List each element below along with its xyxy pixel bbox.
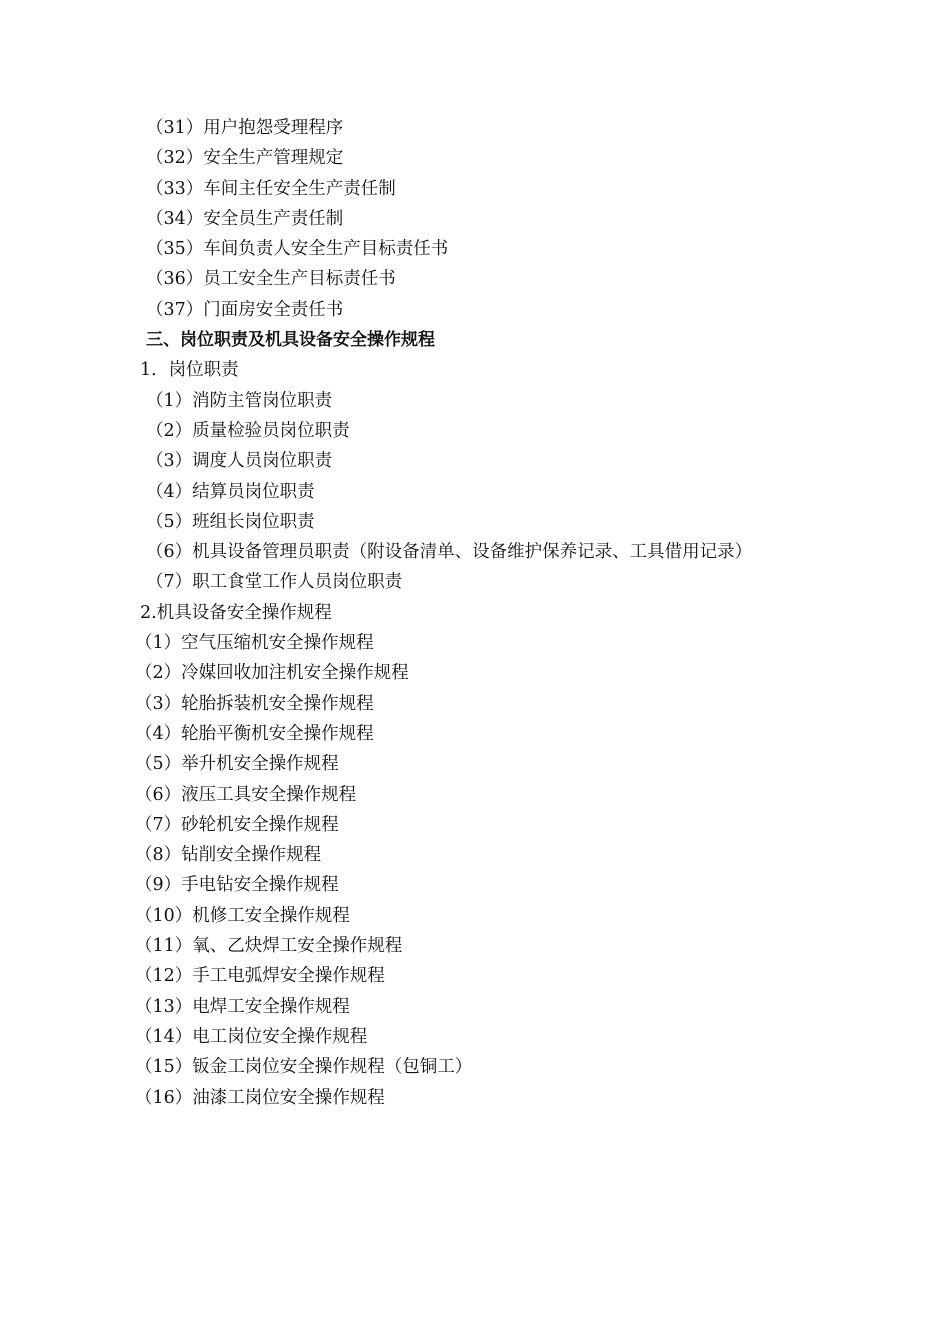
list-item: （1）消防主管岗位职责 xyxy=(146,390,333,411)
subsection-title-equipment-procedures: 2.机具设备安全操作规程 xyxy=(140,602,332,623)
list-item: （13）电焊工安全操作规程 xyxy=(135,996,350,1017)
list-item: （31）用户抱怨受理程序 xyxy=(146,118,344,138)
list-item: （12）手工电弧焊安全操作规程 xyxy=(135,966,385,987)
list-item: （37）门面房安全责任书 xyxy=(146,299,344,320)
list-item: （4）轮胎平衡机安全操作规程 xyxy=(135,723,374,744)
list-item: （16）油漆工岗位安全操作规程 xyxy=(135,1087,385,1108)
list-group-documents xyxy=(0,113,950,325)
list-group-equipment-procedures xyxy=(0,628,950,1113)
list-item: （35）车间负责人安全生产目标责任书 xyxy=(146,239,449,260)
list-item: （11）氧、乙炔焊工安全操作规程 xyxy=(135,936,403,957)
list-item: （7）砂轮机安全操作规程 xyxy=(135,814,339,835)
list-item: （14）电工岗位安全操作规程 xyxy=(135,1026,368,1047)
list-item: （5）班组长岗位职责 xyxy=(146,511,315,532)
list-item: （1）空气压缩机安全操作规程 xyxy=(135,633,374,654)
section-heading: 三、岗位职责及机具设备安全操作规程 xyxy=(146,330,435,351)
list-item: （4）结算员岗位职责 xyxy=(146,481,315,502)
list-item: （15）钣金工岗位安全操作规程（包铜工） xyxy=(135,1057,473,1078)
list-item: （7）职工食堂工作人员岗位职责 xyxy=(146,572,403,593)
list-item: （6）液压工具安全操作规程 xyxy=(135,784,357,805)
list-item: （36）员工安全生产目标责任书 xyxy=(146,269,396,290)
list-item: （10）机修工安全操作规程 xyxy=(135,905,350,926)
subsection-title-job-duties: 1．岗位职责 xyxy=(140,360,239,381)
list-item: （3）调度人员岗位职责 xyxy=(146,451,333,472)
list-item: （9）手电钻安全操作规程 xyxy=(135,875,339,896)
document-page xyxy=(0,113,950,1113)
list-item: （8）钻削安全操作规程 xyxy=(135,845,322,866)
list-item: （33）车间主任安全生产责任制 xyxy=(146,178,396,199)
list-item: （6）机具设备管理员职责（附设备清单、设备维护保养记录、工具借用记录） xyxy=(146,542,753,563)
list-item: （2）冷媒回收加注机安全操作规程 xyxy=(135,663,409,684)
list-item: （34）安全员生产责任制 xyxy=(146,208,344,229)
list-group-job-duties xyxy=(0,386,950,598)
list-item: （2）质量检验员岗位职责 xyxy=(146,420,350,441)
list-item: （32）安全生产管理规定 xyxy=(146,148,344,169)
list-item: （5）举升机安全操作规程 xyxy=(135,754,339,775)
list-item: （3）轮胎拆装机安全操作规程 xyxy=(135,693,374,714)
